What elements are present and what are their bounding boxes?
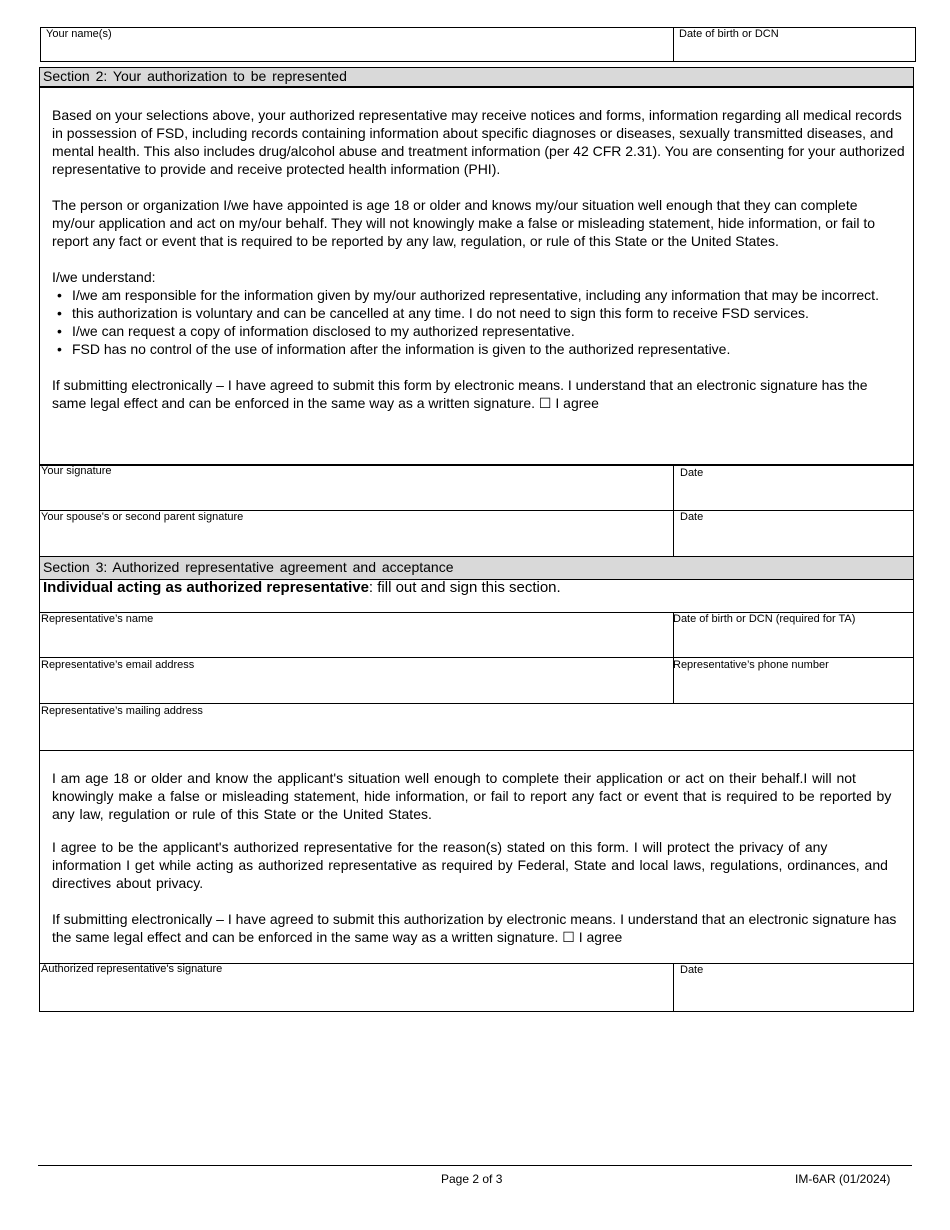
electronic-consent-text: If submitting electronically – I have agreed to submit this form by electronic means. I understand that an electronic signature has the same legal effect and can be enforced in the same way as a written signature. — [52, 377, 868, 411]
individual-instruction — [43, 579, 561, 596]
rep-phone-field[interactable] — [674, 674, 913, 703]
spouse-signature-field[interactable] — [40, 526, 671, 555]
dob-field[interactable] — [674, 41, 914, 61]
section-3-para-2: I agree to be the applicant's authorized representative for the reason(s) stated on this form. I will protect the privacy of any information I get while acting as authorized representative as required by Federal, State and local laws, regulations, ordinances, and directives about privacy. — [52, 839, 888, 891]
rep-dob-field[interactable] — [674, 628, 913, 657]
spouse-date-field[interactable] — [674, 526, 913, 555]
rep-email-field[interactable] — [40, 674, 671, 703]
understand-list — [52, 286, 904, 358]
rep-name-field[interactable] — [40, 628, 671, 657]
your-signature-label: Your signature — [41, 465, 112, 477]
dob-label: Date of birth or DCN — [679, 28, 779, 40]
your-signature-field[interactable] — [40, 480, 671, 509]
list-item: • this authorization is voluntary and can be cancelled at any time. I do not need to sign this form to receive FSD services. — [52, 304, 904, 322]
divider — [40, 657, 914, 658]
section-2-para-1: Based on your selections above, your authorized representative may receive notices and forms, information regarding all medical records in possession of FSD, including records containing information about specific diagnoses or diseases, sexually transmitted diseases, and mental health. This also includes drug/alcohol abuse and treatment information (per 42 CFR 2.31). You are consenting for your authorized representative to provide and receive protected health information (PHI). — [52, 107, 905, 177]
understand-heading: I/we understand: — [52, 269, 156, 285]
list-item: • I/we am responsible for the information given by my/our authorized representative, including any information that may be incorrect. — [52, 286, 904, 304]
agree-checkbox[interactable]: ☐ — [538, 395, 552, 411]
signature-date-field[interactable] — [674, 482, 913, 509]
agree-label: I agree — [578, 929, 623, 945]
list-item: • FSD has no control of the use of information after the information is given to the authorized representative. — [52, 340, 904, 358]
rep-address-field[interactable] — [40, 720, 913, 749]
section-3-electronic — [52, 910, 900, 946]
agree-label: I agree — [555, 395, 599, 411]
section-2-text — [52, 106, 916, 412]
rep-signature-date-field[interactable] — [674, 980, 913, 1010]
agree-checkbox[interactable]: ☐ — [562, 929, 575, 945]
section-3-text — [52, 769, 900, 946]
rep-name-label: Representative’s name — [41, 613, 154, 625]
rep-signature-label: Authorized representative's signature — [41, 963, 223, 975]
rep-signature-field[interactable] — [40, 978, 671, 1010]
section-3-para-1: I am age 18 or older and know the applicant's situation well enough to complete their application or act on their behalf.I will not knowingly make a false or misleading statement, hide information, or fail to report any fact or event that is required to be reported by any law, regulation or rule of this State or the United States. — [52, 770, 892, 822]
rep-phone-label: Representative’s phone number — [673, 659, 829, 671]
section-3-header: Section 3: Authorized representative agreement and acceptance — [39, 556, 914, 580]
form-id: IM-6AR (01/2024) — [795, 1172, 891, 1186]
page-number: Page 2 of 3 — [441, 1172, 503, 1186]
your-name-label: Your name(s) — [46, 28, 112, 40]
divider — [40, 703, 914, 704]
individual-heading: Individual acting as authorized representative — [43, 579, 369, 596]
electronic-consent-text: If submitting electronically – I have agreed to submit this authorization by electronic means. I understand that an electronic signature has the same legal effect and can be enforced in the same way as a written signature. — [52, 911, 897, 945]
individual-row — [39, 579, 914, 613]
rep-dob-label: Date of birth or DCN (required for TA) — [673, 613, 856, 625]
rep-email-label: Representative’s email address — [41, 659, 195, 671]
individual-instruction-rest: : fill out and sign this section. — [368, 579, 561, 596]
rep-signature-date-label: Date — [680, 964, 704, 976]
section-2-para-2: The person or organization I/we have appointed is age 18 or older and knows my/our situation well enough that they can complete my/our application and act on my/our behalf. They will not knowingly make a false or misleading statement, hide information, or fail to report any fact or event that is required to be reported by any law, regulation, or rule of this State or the United States. — [52, 197, 876, 249]
spouse-signature-label: Your spouse's or second parent signature — [41, 511, 244, 523]
section-2-header: Section 2: Your authorization to be represented — [39, 67, 914, 87]
your-name-field[interactable] — [41, 41, 671, 61]
spouse-date-label: Date — [680, 511, 704, 523]
rep-address-label: Representative’s mailing address — [41, 705, 203, 717]
date-label: Date — [680, 467, 704, 479]
section-2-electronic — [52, 376, 904, 412]
list-item: • I/we can request a copy of information disclosed to my authorized representative. — [52, 322, 904, 340]
footer-rule — [38, 1165, 912, 1166]
